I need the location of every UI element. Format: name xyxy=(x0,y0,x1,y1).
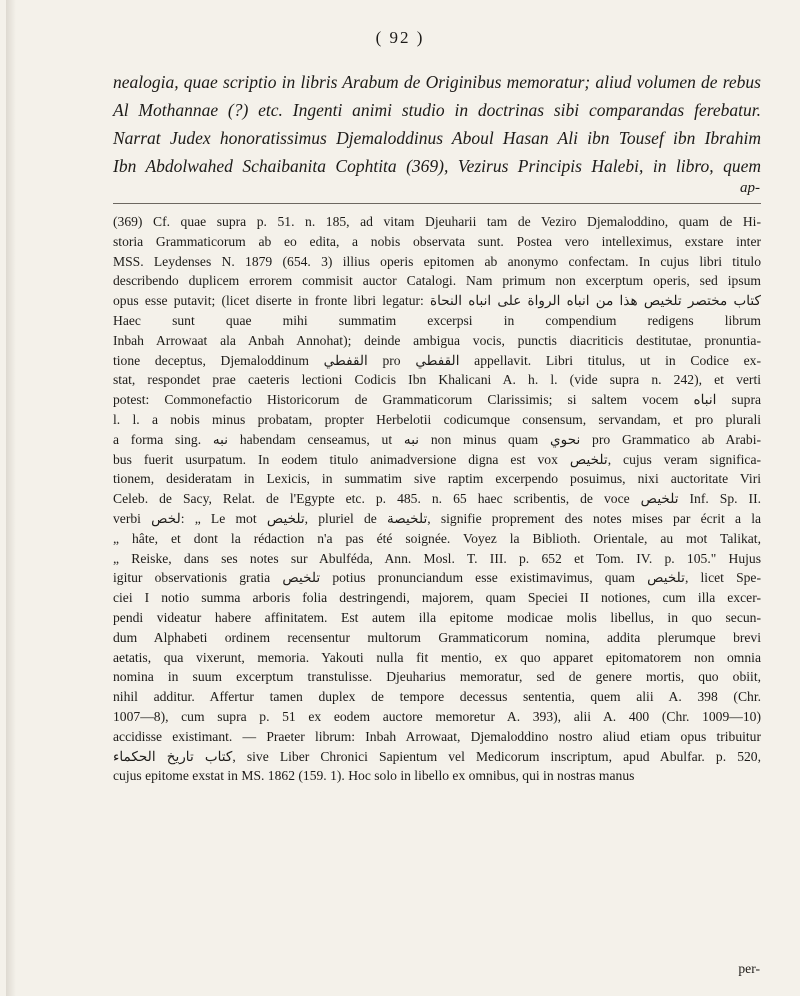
note-line: potest: Commonefactio Historicorum de Grammaticorum Clarissimis; si saltem vocem انباه supra xyxy=(113,392,762,408)
catchword-main: ap- xyxy=(740,180,760,196)
note-line: 1007—8), cum supra p. 51 ex eodem auctore memoretur A. 393), alii A. 400 (Chr. 1009—10) xyxy=(113,708,761,724)
catchword-notes: per- xyxy=(738,961,760,976)
note-line: dum Alphabeti ordinem recensentur multorum Grammaticorum nomina, addita plerumque brevi xyxy=(113,629,761,645)
note-line: nomina in suum excerptum transtulisse. Djeuharius memoratur, sed de genere mortis, quo obiit, xyxy=(113,669,761,685)
page-number: ( 92 ) xyxy=(375,28,425,47)
note-line: describendo duplicem errorem commisit auctor Catalogi. Nam primum non excerptum operis, sed ipsum xyxy=(113,273,761,289)
note-line: cujus epitome exstat in MS. 1862 (159. 1). Hoc solo in libello ex omnibus, qui in nostras manus xyxy=(113,768,635,784)
note-line: nihil additur. Affertur tamen duplex de tempore decessus sententia, quem alii A. 398 (Chr. xyxy=(113,689,761,705)
note-line: bus fuerit usurpatum. In eodem titulo animadversione digna est vox تلخيص, cujus veram significa- xyxy=(113,451,761,467)
note-line: a forma sing. نبه habendam censeamus, ut نبه non minus quam نحوي pro Grammatico ab Arabi- xyxy=(113,431,761,447)
footnote-block xyxy=(113,212,761,786)
note-line: pendi videatur habere affinitatem. Est autem illa epitome modicae molis libellus, in quo secun- xyxy=(113,609,761,625)
note-line: l. l. a nobis minus probatam, propter Herbelotii codicumque consensum, servandam, et pro plurali xyxy=(113,411,761,427)
note-line: storia Grammaticorum ab eo edita, a nobis observata sunt. Postea vero intelleximus, exstare inter xyxy=(113,233,761,249)
note-line: tionem, desideratam in Lexicis, in summatim sive raptim excerpendo posuimus, nixi auctoritate Viri xyxy=(113,471,761,487)
note-line: accidisse existimant. — Praeter librum: Inbah Arrowaat, Djemaloddino nostro aliud etiam opus tribuitur xyxy=(113,728,761,744)
note-line: Celeb. de Sacy, Relat. de l'Egypte etc. p. 485. n. 65 haec scribentis, de voce تلخيص Inf. Sp. II. xyxy=(113,491,762,507)
note-line: aetatis, qua vixerunt, memoria. Yakouti nulla fit mentio, ex quo apparet epitomatorem non omnia xyxy=(113,649,761,665)
note-line: tione deceptus, Djemaloddinum القفطي pro القفطي appellavit. Libri titulus, ut in Codice ex- xyxy=(113,352,761,368)
note-line: ciei I notio summa arboris folia destringendi, majorem, quam Speciei II notiones, cum illa excer- xyxy=(113,590,761,606)
note-line: MSS. Leydenses N. 1879 (654. 3) illius operis epitomen ab anonymo confectam. In cujus libri titulo xyxy=(113,253,761,269)
note-line: „ Reiske, dans ses notes sur Abulféda, Ann. Mosl. T. III. p. 652 et Tom. IV. p. 105." Hujus xyxy=(113,550,761,566)
note-line: stat, respondet prae caeteris lectioni Codicis Ibn Khalicani A. h. l. (vide supra n. 242), et verti xyxy=(113,372,761,388)
note-line: Haec sunt quae mihi summatim excerpsi in compendium redigens librum xyxy=(113,312,761,328)
gutter-shadow xyxy=(6,0,16,996)
note-line: verbi لخص: „ Le mot تلخيص, pluriel de تلخيصة, signifie proprement des notes mises par écrit a la xyxy=(113,510,762,526)
footnote-rule xyxy=(113,203,761,204)
note-line: Inbah Arrowaat ala Anbah Annohat); deinde ambigua vocis, punctis diacriticis destitutae, pronuntia- xyxy=(113,332,761,348)
main-line: nealogia, quae scriptio in libris Arabum de Originibus memoratur; aliud volumen de rebus xyxy=(113,72,761,92)
note-line: كتاب تاريخ الحكماء, sive Liber Chronici Sapientum vel Medicorum inscriptum, apud Abulfar. p. 520, xyxy=(113,748,761,764)
main-text xyxy=(113,68,761,180)
note-line: „ hâte, et dont la rédaction n'a pas été soignée. Voyez la Biblioth. Orientale, au mot Talikat, xyxy=(113,530,761,546)
note-line: opus esse putavit; (licet diserte in fronte libri legatur: كتاب مختصر تلخيص هذا من انباه الرواة على انباه النحاة xyxy=(113,293,761,309)
note-line: (369) Cf. quae supra p. 51. n. 185, ad vitam Djeuharii tam de Veziro Djemaloddino, quam de Hi- xyxy=(113,214,761,229)
main-line: Al Mothannae (?) etc. Ingenti animi studio in doctrinas sibi comparandas ferebatur. xyxy=(113,100,761,120)
main-line: Narrat Judex honoratissimus Djemaloddinus Aboul Hasan Ali ibn Tousef ibn Ibrahim xyxy=(113,128,761,148)
main-line: Ibn Abdolwahed Schaibanita Cophtita (369), Vezirus Principis Halebi, in libro, quem xyxy=(113,156,761,176)
note-line: igitur observationis gratia تلخيص potius pronunciandum esse existimavimus, quam تلخيص, licet Spe- xyxy=(113,570,761,586)
